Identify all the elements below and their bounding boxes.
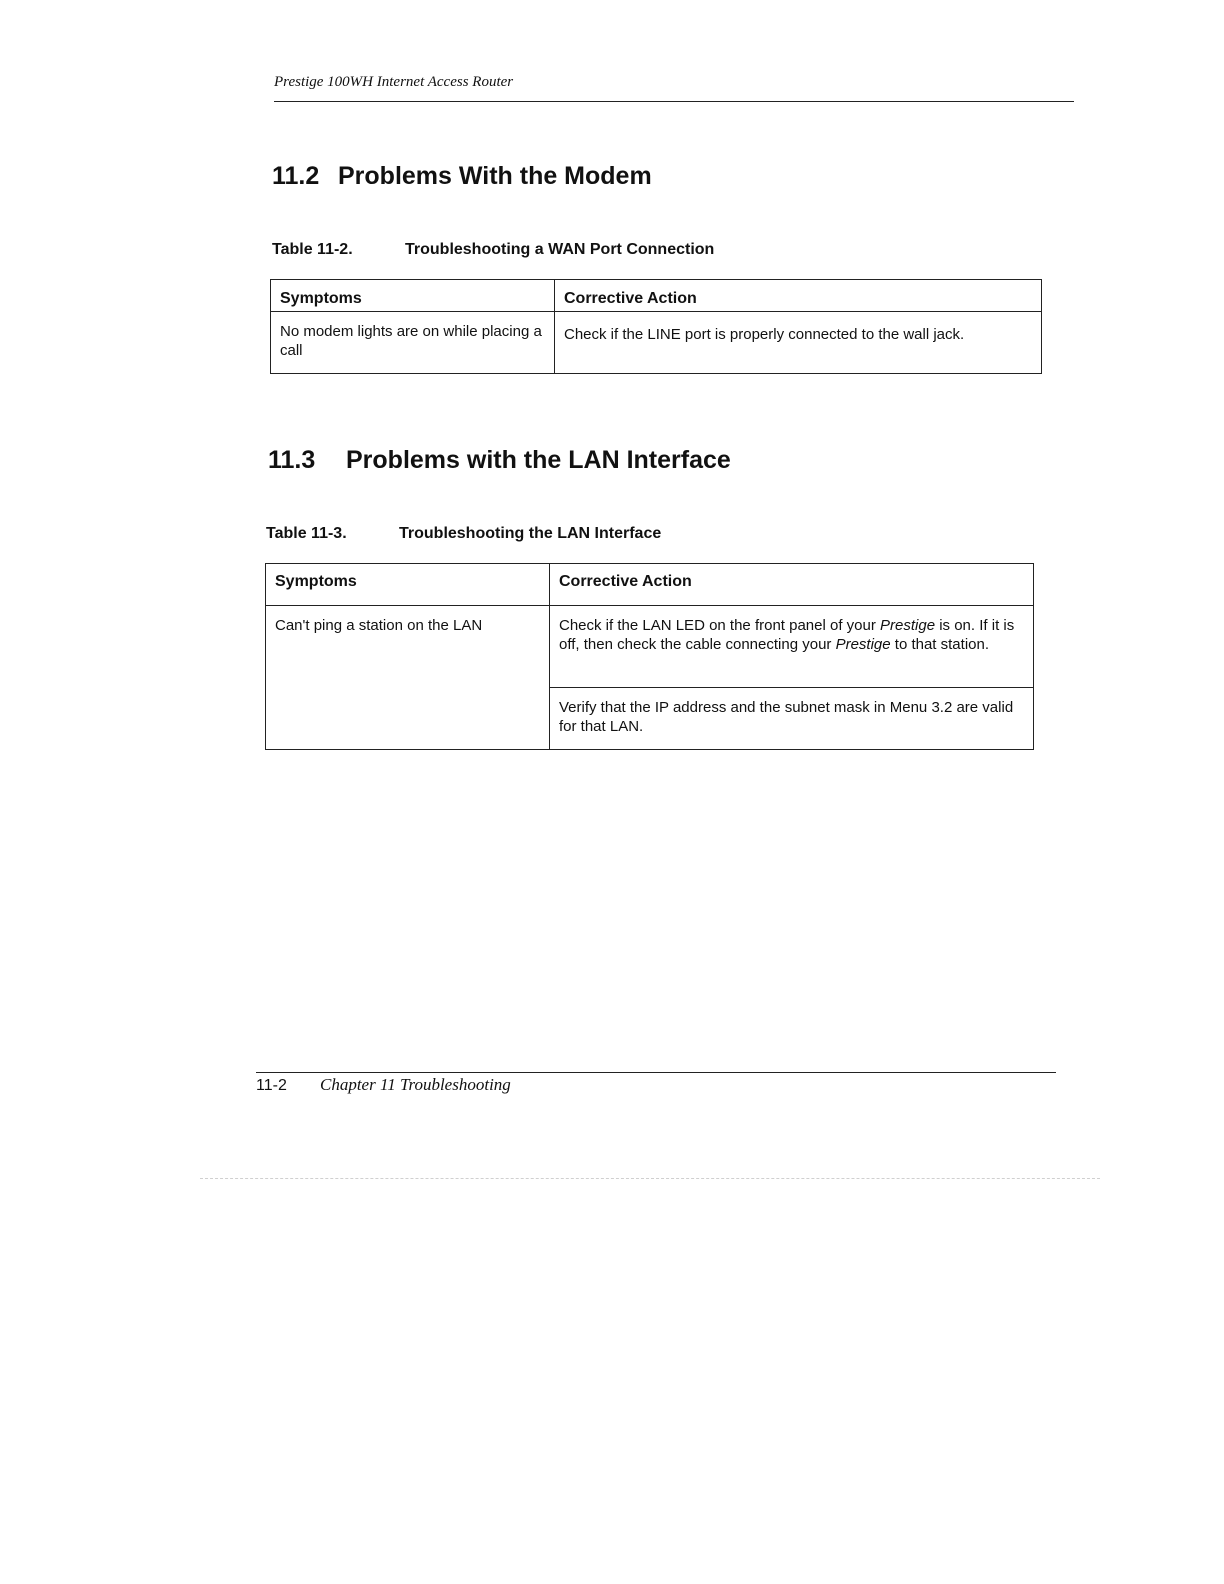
action-cell [550,606,1034,688]
action-cell: Check if the LINE port is properly connected to the wall jack. [555,312,1042,374]
section-number: 11.2 [272,162,320,190]
chapter-title: Chapter 11 Troubleshooting [320,1075,511,1094]
product-name: Prestige [880,617,936,634]
table-label: Table 11-3. [266,525,347,542]
table-header-row [271,280,1042,312]
symptoms-header: Symptoms [266,564,550,606]
action-cell: Verify that the IP address and the subnet mask in Menu 3.2 are valid for that LAN. [550,688,1034,750]
table-caption-11-3 [266,525,661,543]
symptom-cell: Can't ping a station on the LAN [266,606,550,750]
section-number: 11.3 [268,446,316,474]
lan-troubleshooting-table [265,563,1034,750]
section-title: Problems with the LAN Interface [346,446,731,474]
section-title: Problems With the Modem [338,162,652,190]
header-rule [274,101,1074,102]
action-text: Check if the LAN LED on the front panel of your [559,617,881,634]
table-row [266,606,1034,688]
table-caption-11-2 [272,241,714,259]
table-label: Table 11-2. [272,241,353,258]
product-name: Prestige [835,636,891,653]
wan-troubleshooting-table [270,279,1042,374]
table-row [271,312,1042,374]
symptom-cell: No modem lights are on while placing a call [271,312,555,374]
section-heading-11-3 [268,446,731,475]
action-text: is on. If it is off, then check the cable connecting your [559,617,1015,653]
table-header-row [266,564,1034,606]
table-caption-text: Troubleshooting the LAN Interface [399,525,662,542]
footer-rule [256,1072,1056,1073]
running-header: Prestige 100WH Internet Access Router [274,74,514,90]
corrective-action-header: Corrective Action [555,280,1042,312]
page-footer [256,1075,511,1095]
action-text: to that station. [890,636,990,653]
section-heading-11-2 [272,162,652,191]
table-caption-text: Troubleshooting a WAN Port Connection [405,241,715,258]
symptoms-header: Symptoms [271,280,555,312]
page-number: 11-2 [256,1077,287,1094]
corrective-action-header: Corrective Action [550,564,1034,606]
scan-artifact-line [200,1178,1100,1179]
